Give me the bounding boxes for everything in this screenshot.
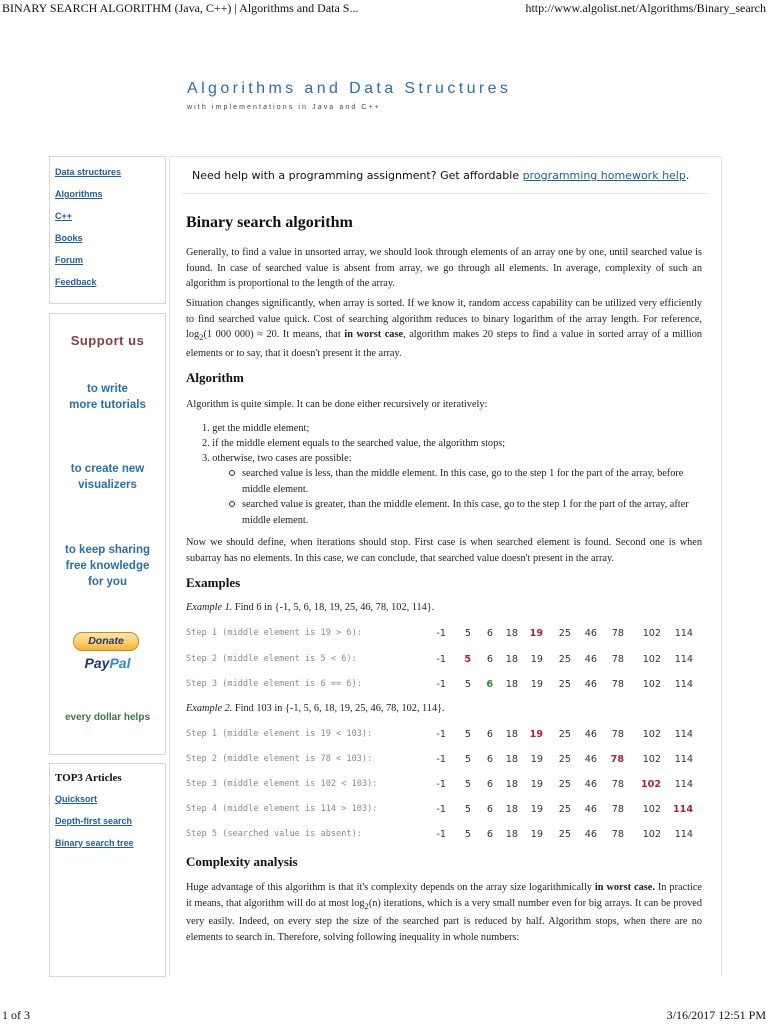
array-cell-highlighted: 19 [529,729,543,740]
array-cell-highlighted: 19 [529,628,543,639]
array-cell: 102 [642,729,661,740]
array-cell: 25 [558,779,571,790]
step-row [186,754,706,768]
array-cell: 114 [674,754,693,765]
bullet-icon [229,470,235,476]
step-label: Step 3 (middle element is 102 < 103): [186,779,378,789]
array-cell: 19 [530,679,543,690]
array-cell: 5 [464,679,471,690]
divider [182,193,709,194]
step-label: Step 5 (searched value is absent): [186,829,362,839]
array-cell: 114 [674,653,693,665]
array-cell: -1 [436,829,446,840]
array-cell: 102 [642,653,661,665]
step-label: Step 4 (middle element is 114 > 103): [186,804,378,814]
step-label: Step 2 (middle element is 78 < 103): [186,754,373,764]
array-cell: 78 [611,829,624,840]
algorithm-intro-wrap [186,397,702,413]
array-cell: 114 [674,829,693,840]
bullet-icon [229,501,235,507]
array-cell: 114 [674,779,693,790]
array-cell: 19 [530,754,543,765]
array-cell: 18 [505,628,518,639]
step-label: Step 1 (middle element is 19 < 103): [186,729,373,739]
examples-heading: Examples [186,575,241,590]
array-cell: 25 [558,628,571,639]
list-item [242,497,702,528]
algorithm-steps [186,421,702,531]
array-cell: 102 [642,754,661,765]
text-run: (n) iterations, which is a very small number even for big arrays. It can be proved very easily. Indeed, on every step the size of the searched part is reduced by half. Algorithm stops, when there are no elements to search in. Therefore, solving following inequality in whole numbers: [186,897,702,943]
array-cell: 25 [558,804,571,815]
complexity-heading: Complexity analysis [186,854,298,869]
algorithm-heading-wrap [186,370,702,386]
step-row [186,654,706,668]
site-subtitle: with implementations in Java and C++ [187,104,381,111]
ad-end: . [685,169,690,182]
array-cell: 19 [530,804,543,815]
case-text: searched value is less, than the middle element. In this case, go to the step 1 for the part of the array, before middle element. [242,468,684,495]
list-item [242,466,702,497]
sorted-paragraph-wrap [186,296,702,361]
array-cell: 25 [558,829,571,840]
step-label: Step 2 (middle element is 5 < 6): [186,653,357,664]
array-cell: 6 [486,653,493,665]
complexity-paragraph [186,880,702,945]
array-cell: 6 [486,804,493,815]
nav-link-cpp[interactable]: C++ [55,211,73,221]
print-page-title: BINARY SEARCH ALGORITHM (Java, C++) | Algorithms and Data S... [2,1,359,15]
support-text-knowledge [50,542,165,590]
array-cell: 78 [611,779,624,790]
array-cell: -1 [436,628,446,639]
array-cell-highlighted: 78 [610,754,624,765]
homework-help-link[interactable]: programming homework help [522,169,686,182]
nav-link-algorithms[interactable]: Algorithms [55,189,103,199]
array-cell: 18 [505,679,518,690]
print-header [0,1,768,17]
array-cell: 6 [486,829,493,840]
complexity-heading-wrap [186,854,702,870]
nav-link-feedback[interactable]: Feedback [55,277,97,287]
array-cell: 78 [611,804,624,815]
array-cell: 114 [674,729,693,740]
array-cell: 18 [505,779,518,790]
support-line: to create new [70,463,145,475]
step-row [186,829,706,843]
support-panel [49,313,166,755]
nav-link-forum[interactable]: Forum [55,255,83,265]
algorithm-heading: Algorithm [186,370,244,385]
print-footer [0,1008,768,1024]
list-item: 1. get the middle element; [202,423,310,434]
step-row [186,729,706,743]
array-cell: 19 [530,829,543,840]
array-cell: 78 [611,729,624,740]
print-page-url: http://www.algolist.net/Algorithms/Binary_search [525,1,766,15]
array-cell: 102 [642,804,661,815]
nav-link-books[interactable]: Books [55,233,83,243]
array-cell: 5 [464,628,471,639]
array-cell: 46 [584,729,597,740]
top3-link-quicksort[interactable]: Quicksort [55,794,98,804]
step-row [186,779,706,793]
array-cell: 25 [558,754,571,765]
array-cell-highlighted: 114 [672,804,693,815]
array-cell: 102 [642,628,661,639]
step-row [186,804,706,818]
array-cell: 18 [505,804,518,815]
array-cell: 6 [486,754,493,765]
article-title: Binary search algorithm [186,214,353,231]
example-label: Example 1. [186,602,233,613]
top3-link-bst[interactable]: Binary search tree [55,838,134,848]
step-row [186,628,706,642]
array-cell: 102 [642,829,661,840]
array-cell: -1 [436,804,446,815]
text-run: Situation changes significantly, when array is sorted. If we know it, random access capability can be utilized very efficiently to find searched value quick. Cost of searching algorithm reduces to binary logarithm of the array length. For reference, log [186,298,702,341]
ad-banner [192,169,689,182]
array-cell: 78 [611,653,624,665]
array-cell: 19 [530,653,543,665]
support-line: to keep sharing [65,544,150,556]
top3-panel [49,763,166,977]
array-cell: 5 [464,779,471,790]
ad-text: Need help with a programming assignment? Get affordable [192,169,523,182]
complexity-paragraph-wrap [186,880,702,945]
array-cell: 46 [584,779,597,790]
array-cell: 46 [584,653,597,665]
support-title: Support us [70,333,145,348]
example-text: Find 6 in {-1, 5, 6, 18, 19, 25, 46, 78, 102, 114}. [232,602,435,613]
examples-heading-wrap [186,575,702,591]
step-row [186,679,706,693]
array-cell: -1 [436,653,446,665]
example-text: Find 103 in {-1, 5, 6, 18, 19, 25, 46, 78, 102, 114}. [232,703,445,714]
support-line: free knowledge [65,560,150,572]
top3-title: TOP3 Articles [55,772,122,784]
example-label: Example 2. [186,703,233,714]
donate-button[interactable]: Donate [73,632,139,651]
list-item: 2. if the middle element equals to the searched value, the algorithm stops; [202,438,506,449]
array-cell: -1 [436,754,446,765]
array-cell-highlighted: 5 [464,653,471,665]
every-dollar-text: every dollar helps [64,712,151,723]
array-cell: 46 [584,628,597,639]
print-datetime: 3/16/2017 12:51 PM [666,1008,766,1022]
array-cell: -1 [436,779,446,790]
array-cell: -1 [436,679,446,690]
text-run: (1 000 000) ≈ 20. It means, that [203,329,345,341]
nav-link-data-structures[interactable]: Data structures [55,167,122,177]
paypal-logo [50,655,165,671]
array-cell: 114 [674,679,693,690]
bold-run: in worst case. [594,882,655,893]
array-cell: 25 [558,679,571,690]
bold-run: in worst case [344,329,404,341]
array-cell: 46 [584,804,597,815]
list-item: 3. otherwise, two cases are possible: [202,453,352,464]
text-run: In practice it means, that algorithm will do at most log [186,882,702,909]
array-cell: 5 [464,829,471,840]
step-label: Step 3 (middle element is 6 == 6): [186,679,362,689]
array-cell-highlighted: 102 [640,779,661,790]
support-line: visualizers [78,479,137,491]
algorithm-intro: Algorithm is quite simple. It can be done either recursively or iteratively: [186,399,488,410]
example-2-line [186,703,702,714]
array-cell: 18 [505,754,518,765]
array-cell: 46 [584,754,597,765]
support-line: for you [88,576,127,588]
array-cell: 5 [464,729,471,740]
array-cell: 6 [486,628,493,639]
text-run: , algorithm makes 20 steps to find a value in sorted array of a million elements or to say, that it doesn't present it the array. [186,329,702,359]
paypal-pay: Pay [84,655,110,671]
example-1-line [186,602,702,613]
array-cell: 19 [530,779,543,790]
subscript: 2 [199,332,204,343]
case-text: searched value is greater, than the middle element. In this case, go to the step 1 for the part of the array, after middle element. [242,499,689,526]
paypal-pal: Pal [109,655,131,671]
array-cell: 18 [505,729,518,740]
step-label: Step 1 (middle element is 19 > 6): [186,628,362,638]
intro-paragraph-wrap [186,245,702,292]
article-title-wrap [186,214,702,232]
text-run: Huge advantage of this algorithm is that it's complexity depends on the array size logarithmically [186,882,595,893]
support-line: to write [87,383,128,395]
array-cell: 18 [505,653,518,665]
top3-link-dfs[interactable]: Depth-first search [55,816,133,826]
sorted-paragraph [186,296,702,361]
array-cell: 114 [674,628,693,639]
array-cell: 5 [464,804,471,815]
subscript: 2 [364,900,369,911]
array-cell: 25 [558,729,571,740]
print-page-number: 1 of 3 [2,1008,30,1022]
array-cell: 78 [611,628,624,639]
array-cell: 46 [584,679,597,690]
support-text-visualizers [50,461,165,493]
stop-paragraph-wrap [186,535,702,566]
array-cell: 6 [486,779,493,790]
stop-paragraph: Now we should define, when iterations should stop. First case is when searched element is found. Second one is when subarray has no elements. In this case, we can conclude, that searched value doesn't present in the array. [186,537,702,564]
array-cell: -1 [436,729,446,740]
array-cell: 5 [464,754,471,765]
array-cell: 25 [558,653,571,665]
array-cell: 46 [584,829,597,840]
intro-paragraph: Generally, to find a value in unsorted array, we should look through elements of an array one by one, until searched value is found. In case of searched value is absent from array, we go through all elements. In average, complexity of such an algorithm is proportional to the length of the array. [186,247,702,290]
sidebar-nav [49,156,166,304]
support-text-tutorials [50,381,165,413]
array-cell-highlighted: 6 [486,679,493,690]
site-title[interactable]: Algorithms and Data Structures [187,80,512,97]
array-cell: 18 [505,829,518,840]
array-cell: 102 [642,679,661,690]
array-cell: 78 [611,679,624,690]
support-line: more tutorials [69,399,146,411]
array-cell: 6 [486,729,493,740]
